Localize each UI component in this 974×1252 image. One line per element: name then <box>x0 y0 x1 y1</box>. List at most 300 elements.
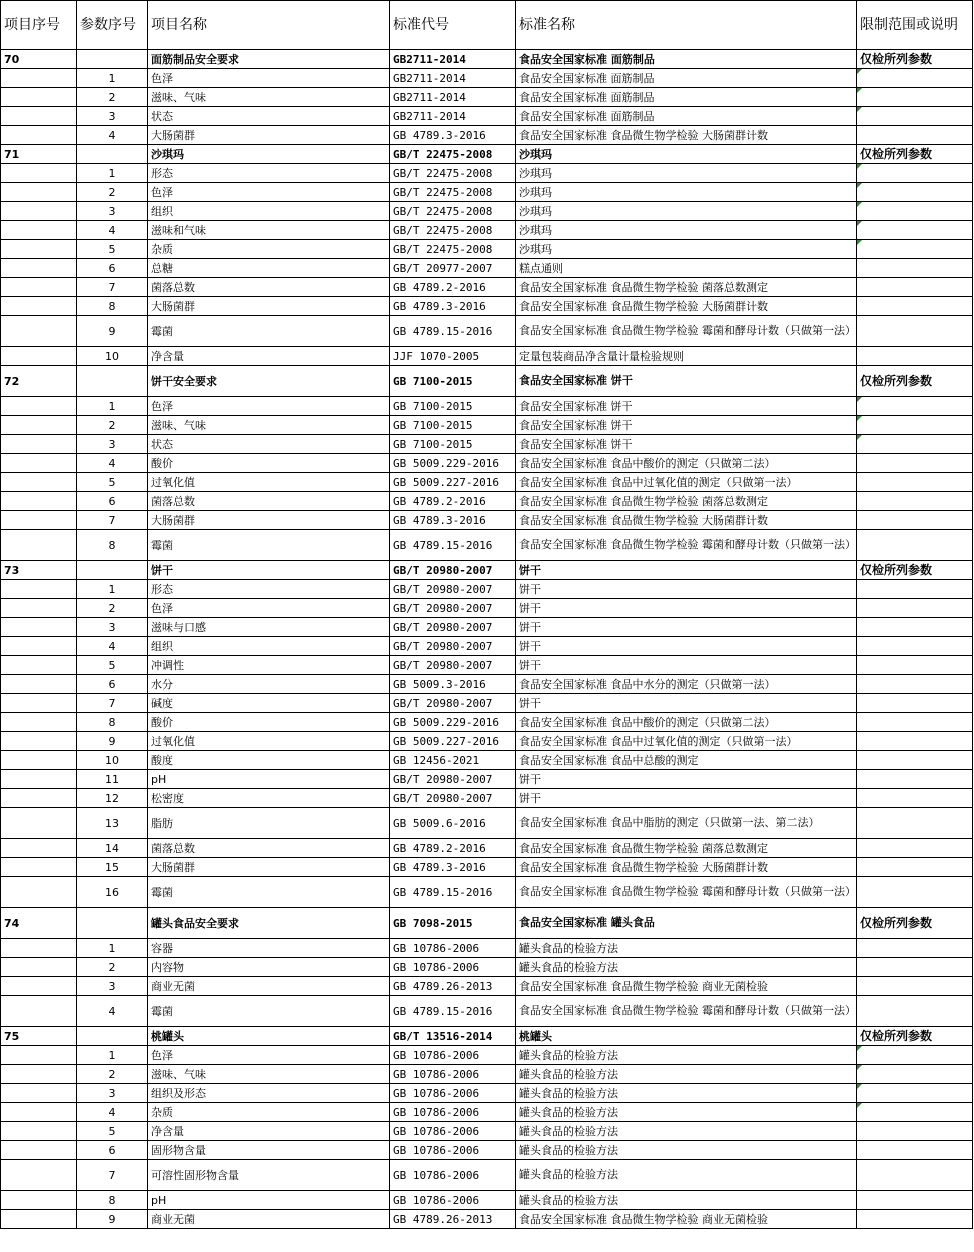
cell-scope-note[interactable] <box>857 675 973 694</box>
cell-param-no[interactable]: 2 <box>77 88 148 107</box>
cell-standard-code[interactable]: GB2711-2014 <box>390 88 516 107</box>
cell-param-no[interactable]: 13 <box>77 808 148 839</box>
cell-item-name[interactable]: 组织 <box>148 202 390 221</box>
cell-standard-name[interactable]: 食品安全国家标准 食品中脂肪的测定（只做第一法、第二法） <box>516 808 857 839</box>
cell-scope-note[interactable] <box>857 416 973 435</box>
cell-standard-name[interactable]: 食品安全国家标准 食品微生物学检验 菌落总数测定 <box>516 492 857 511</box>
cell-standard-name[interactable]: 食品安全国家标准 食品微生物学检验 霉菌和酵母计数（只做第一法） <box>516 316 857 347</box>
cell-item-name[interactable]: 可溶性固形物含量 <box>148 1160 390 1191</box>
cell-standard-name[interactable]: 罐头食品的检验方法 <box>516 1191 857 1210</box>
cell-standard-code[interactable]: GB/T 22475-2008 <box>390 221 516 240</box>
cell-standard-name[interactable]: 食品安全国家标准 食品微生物学检验 菌落总数测定 <box>516 278 857 297</box>
cell-scope-note[interactable] <box>857 1046 973 1065</box>
cell-item-name[interactable]: 形态 <box>148 164 390 183</box>
cell-item-name[interactable]: 过氧化值 <box>148 473 390 492</box>
cell-item-no[interactable] <box>1 977 77 996</box>
cell-item-no[interactable] <box>1 732 77 751</box>
cell-param-no[interactable]: 3 <box>77 1084 148 1103</box>
cell-standard-name[interactable]: 食品安全国家标准 食品中过氧化值的测定（只做第一法） <box>516 473 857 492</box>
cell-item-no[interactable] <box>1 839 77 858</box>
cell-item-no[interactable]: 71 <box>1 145 77 164</box>
cell-scope-note[interactable] <box>857 694 973 713</box>
cell-standard-name[interactable]: 饼干 <box>516 694 857 713</box>
cell-param-no[interactable]: 9 <box>77 316 148 347</box>
cell-standard-name[interactable]: 桃罐头 <box>516 1027 857 1046</box>
cell-standard-name[interactable]: 食品安全国家标准 食品微生物学检验 大肠菌群计数 <box>516 511 857 530</box>
cell-item-no[interactable] <box>1 416 77 435</box>
cell-standard-name[interactable]: 罐头食品的检验方法 <box>516 1141 857 1160</box>
cell-standard-name[interactable]: 饼干 <box>516 580 857 599</box>
cell-standard-code[interactable]: GB 4789.15-2016 <box>390 316 516 347</box>
cell-scope-note[interactable] <box>857 278 973 297</box>
cell-standard-code[interactable]: GB2711-2014 <box>390 69 516 88</box>
cell-standard-name[interactable]: 食品安全国家标准 食品微生物学检验 霉菌和酵母计数（只做第一法） <box>516 996 857 1027</box>
cell-standard-code[interactable]: GB/T 20980-2007 <box>390 789 516 808</box>
cell-standard-code[interactable]: GB 10786-2006 <box>390 1084 516 1103</box>
cell-item-name[interactable]: 菌落总数 <box>148 278 390 297</box>
cell-scope-note[interactable] <box>857 530 973 561</box>
cell-param-no[interactable] <box>77 1027 148 1046</box>
cell-param-no[interactable]: 1 <box>77 939 148 958</box>
cell-item-name[interactable]: 沙琪玛 <box>148 145 390 164</box>
cell-standard-name[interactable]: 罐头食品的检验方法 <box>516 958 857 977</box>
cell-item-name[interactable]: 净含量 <box>148 347 390 366</box>
cell-standard-code[interactable]: GB2711-2014 <box>390 50 516 69</box>
cell-scope-note[interactable] <box>857 656 973 675</box>
cell-standard-name[interactable]: 沙琪玛 <box>516 221 857 240</box>
cell-scope-note[interactable] <box>857 1210 973 1229</box>
cell-item-no[interactable] <box>1 996 77 1027</box>
cell-scope-note[interactable] <box>857 858 973 877</box>
cell-scope-note[interactable] <box>857 1191 973 1210</box>
cell-item-no[interactable]: 75 <box>1 1027 77 1046</box>
cell-item-name[interactable]: 桃罐头 <box>148 1027 390 1046</box>
cell-item-name[interactable]: 大肠菌群 <box>148 511 390 530</box>
cell-standard-name[interactable]: 饼干 <box>516 637 857 656</box>
cell-param-no[interactable] <box>77 908 148 939</box>
cell-item-no[interactable]: 74 <box>1 908 77 939</box>
cell-scope-note[interactable]: 仅检所列参数 <box>857 1027 973 1046</box>
cell-scope-note[interactable]: 仅检所列参数 <box>857 50 973 69</box>
cell-standard-name[interactable]: 沙琪玛 <box>516 164 857 183</box>
cell-item-name[interactable]: 酸价 <box>148 454 390 473</box>
cell-item-no[interactable] <box>1 1084 77 1103</box>
cell-item-name[interactable]: 霉菌 <box>148 877 390 908</box>
cell-standard-code[interactable]: GB/T 20980-2007 <box>390 694 516 713</box>
cell-standard-name[interactable]: 罐头食品的检验方法 <box>516 1122 857 1141</box>
cell-standard-name[interactable]: 食品安全国家标准 饼干 <box>516 416 857 435</box>
cell-param-no[interactable]: 2 <box>77 416 148 435</box>
cell-standard-code[interactable]: GB 4789.2-2016 <box>390 839 516 858</box>
cell-item-no[interactable] <box>1 751 77 770</box>
cell-item-no[interactable] <box>1 164 77 183</box>
cell-standard-code[interactable]: GB/T 20980-2007 <box>390 599 516 618</box>
cell-scope-note[interactable]: 仅检所列参数 <box>857 145 973 164</box>
cell-item-name[interactable]: 商业无菌 <box>148 977 390 996</box>
cell-standard-code[interactable]: GB/T 22475-2008 <box>390 240 516 259</box>
cell-param-no[interactable]: 7 <box>77 278 148 297</box>
cell-item-no[interactable] <box>1 259 77 278</box>
cell-item-name[interactable]: 酸度 <box>148 751 390 770</box>
cell-item-name[interactable]: 脂肪 <box>148 808 390 839</box>
cell-standard-name[interactable]: 罐头食品的检验方法 <box>516 1084 857 1103</box>
cell-scope-note[interactable] <box>857 107 973 126</box>
cell-param-no[interactable]: 3 <box>77 618 148 637</box>
cell-scope-note[interactable] <box>857 789 973 808</box>
cell-scope-note[interactable] <box>857 435 973 454</box>
cell-scope-note[interactable]: 仅检所列参数 <box>857 366 973 397</box>
cell-param-no[interactable]: 2 <box>77 1065 148 1084</box>
cell-scope-note[interactable] <box>857 1103 973 1122</box>
cell-scope-note[interactable] <box>857 259 973 278</box>
cell-scope-note[interactable] <box>857 297 973 316</box>
cell-param-no[interactable]: 4 <box>77 1103 148 1122</box>
cell-standard-name[interactable]: 饼干 <box>516 599 857 618</box>
cell-standard-code[interactable]: GB 4789.15-2016 <box>390 530 516 561</box>
cell-param-no[interactable]: 16 <box>77 877 148 908</box>
cell-param-no[interactable]: 3 <box>77 977 148 996</box>
cell-standard-code[interactable]: GB 5009.3-2016 <box>390 675 516 694</box>
cell-param-no[interactable]: 3 <box>77 107 148 126</box>
cell-param-no[interactable]: 4 <box>77 637 148 656</box>
cell-scope-note[interactable] <box>857 1141 973 1160</box>
cell-param-no[interactable]: 6 <box>77 259 148 278</box>
cell-scope-note[interactable] <box>857 126 973 145</box>
cell-item-name[interactable]: 饼干安全要求 <box>148 366 390 397</box>
cell-item-no[interactable] <box>1 858 77 877</box>
cell-item-no[interactable] <box>1 347 77 366</box>
header-item-name[interactable]: 项目名称 <box>148 1 390 50</box>
cell-scope-note[interactable] <box>857 839 973 858</box>
cell-standard-code[interactable]: GB 10786-2006 <box>390 958 516 977</box>
cell-item-no[interactable] <box>1 1065 77 1084</box>
cell-standard-code[interactable]: GB/T 20980-2007 <box>390 637 516 656</box>
cell-item-no[interactable] <box>1 1103 77 1122</box>
cell-standard-code[interactable]: GB 4789.26-2013 <box>390 1210 516 1229</box>
cell-scope-note[interactable] <box>857 637 973 656</box>
cell-standard-code[interactable]: GB 4789.15-2016 <box>390 996 516 1027</box>
cell-item-name[interactable]: 杂质 <box>148 1103 390 1122</box>
cell-param-no[interactable]: 5 <box>77 656 148 675</box>
cell-item-name[interactable]: 大肠菌群 <box>148 297 390 316</box>
cell-item-no[interactable] <box>1 454 77 473</box>
cell-item-no[interactable] <box>1 808 77 839</box>
cell-param-no[interactable]: 2 <box>77 958 148 977</box>
cell-item-no[interactable] <box>1 1122 77 1141</box>
cell-item-no[interactable] <box>1 618 77 637</box>
cell-item-name[interactable]: 松密度 <box>148 789 390 808</box>
cell-scope-note[interactable] <box>857 69 973 88</box>
cell-item-name[interactable]: 滋味与口感 <box>148 618 390 637</box>
cell-standard-code[interactable]: GB 10786-2006 <box>390 1103 516 1122</box>
header-item-no[interactable]: 项目序号 <box>1 1 77 50</box>
cell-param-no[interactable]: 8 <box>77 1191 148 1210</box>
cell-scope-note[interactable] <box>857 618 973 637</box>
cell-standard-name[interactable]: 食品安全国家标准 食品微生物学检验 商业无菌检验 <box>516 977 857 996</box>
cell-param-no[interactable]: 8 <box>77 297 148 316</box>
cell-scope-note[interactable] <box>857 183 973 202</box>
cell-param-no[interactable]: 10 <box>77 347 148 366</box>
cell-scope-note[interactable] <box>857 397 973 416</box>
cell-standard-code[interactable]: GB 10786-2006 <box>390 1065 516 1084</box>
cell-scope-note[interactable] <box>857 202 973 221</box>
cell-standard-code[interactable]: GB 10786-2006 <box>390 1160 516 1191</box>
cell-item-name[interactable]: 大肠菌群 <box>148 126 390 145</box>
cell-item-name[interactable]: 容器 <box>148 939 390 958</box>
cell-param-no[interactable]: 5 <box>77 1122 148 1141</box>
cell-standard-name[interactable]: 饼干 <box>516 618 857 637</box>
cell-standard-code[interactable]: GB 10786-2006 <box>390 1141 516 1160</box>
cell-standard-name[interactable]: 食品安全国家标准 食品微生物学检验 霉菌和酵母计数（只做第一法） <box>516 877 857 908</box>
cell-standard-code[interactable]: GB 4789.3-2016 <box>390 126 516 145</box>
cell-item-no[interactable] <box>1 297 77 316</box>
cell-param-no[interactable]: 5 <box>77 240 148 259</box>
cell-item-no[interactable] <box>1 1210 77 1229</box>
cell-scope-note[interactable] <box>857 958 973 977</box>
cell-scope-note[interactable] <box>857 939 973 958</box>
cell-param-no[interactable]: 10 <box>77 751 148 770</box>
cell-item-no[interactable]: 73 <box>1 561 77 580</box>
cell-scope-note[interactable] <box>857 492 973 511</box>
cell-param-no[interactable] <box>77 50 148 69</box>
cell-standard-name[interactable]: 食品安全国家标准 罐头食品 <box>516 908 857 939</box>
cell-standard-code[interactable]: GB/T 20977-2007 <box>390 259 516 278</box>
cell-standard-name[interactable]: 罐头食品的检验方法 <box>516 939 857 958</box>
cell-item-no[interactable] <box>1 1191 77 1210</box>
cell-item-name[interactable]: 霉菌 <box>148 996 390 1027</box>
cell-standard-code[interactable]: GB 4789.3-2016 <box>390 511 516 530</box>
cell-item-name[interactable]: 大肠菌群 <box>148 858 390 877</box>
cell-standard-name[interactable]: 食品安全国家标准 食品中酸价的测定（只做第二法） <box>516 454 857 473</box>
cell-item-no[interactable] <box>1 939 77 958</box>
cell-standard-name[interactable]: 食品安全国家标准 面筋制品 <box>516 50 857 69</box>
cell-param-no[interactable]: 5 <box>77 473 148 492</box>
cell-standard-code[interactable]: GB 7098-2015 <box>390 908 516 939</box>
cell-scope-note[interactable] <box>857 580 973 599</box>
cell-item-name[interactable]: 滋味、气味 <box>148 88 390 107</box>
cell-standard-name[interactable]: 罐头食品的检验方法 <box>516 1065 857 1084</box>
cell-item-no[interactable] <box>1 397 77 416</box>
cell-scope-note[interactable] <box>857 1122 973 1141</box>
cell-param-no[interactable]: 1 <box>77 1046 148 1065</box>
cell-standard-name[interactable]: 食品安全国家标准 饼干 <box>516 435 857 454</box>
cell-standard-code[interactable]: GB 4789.3-2016 <box>390 297 516 316</box>
cell-standard-code[interactable]: GB/T 20980-2007 <box>390 618 516 637</box>
cell-standard-code[interactable]: GB/T 22475-2008 <box>390 145 516 164</box>
cell-standard-name[interactable]: 沙琪玛 <box>516 240 857 259</box>
cell-scope-note[interactable] <box>857 877 973 908</box>
cell-scope-note[interactable] <box>857 751 973 770</box>
cell-param-no[interactable]: 1 <box>77 580 148 599</box>
cell-standard-name[interactable]: 沙琪玛 <box>516 202 857 221</box>
cell-standard-name[interactable]: 食品安全国家标准 食品中酸价的测定（只做第二法） <box>516 713 857 732</box>
cell-param-no[interactable] <box>77 561 148 580</box>
cell-param-no[interactable]: 6 <box>77 1141 148 1160</box>
cell-item-name[interactable]: 组织 <box>148 637 390 656</box>
cell-item-no[interactable] <box>1 580 77 599</box>
cell-item-no[interactable] <box>1 126 77 145</box>
cell-param-no[interactable]: 11 <box>77 770 148 789</box>
cell-item-name[interactable]: 商业无菌 <box>148 1210 390 1229</box>
cell-item-no[interactable] <box>1 599 77 618</box>
cell-param-no[interactable]: 2 <box>77 183 148 202</box>
header-param-no[interactable]: 参数序号 <box>77 1 148 50</box>
cell-standard-code[interactable]: GB 7100-2015 <box>390 397 516 416</box>
cell-item-no[interactable] <box>1 656 77 675</box>
cell-standard-name[interactable]: 罐头食品的检验方法 <box>516 1103 857 1122</box>
cell-item-no[interactable]: 70 <box>1 50 77 69</box>
cell-standard-name[interactable]: 食品安全国家标准 食品微生物学检验 菌落总数测定 <box>516 839 857 858</box>
cell-item-name[interactable]: 面筋制品安全要求 <box>148 50 390 69</box>
cell-param-no[interactable]: 3 <box>77 202 148 221</box>
cell-standard-code[interactable]: GB 5009.6-2016 <box>390 808 516 839</box>
cell-scope-note[interactable] <box>857 732 973 751</box>
cell-item-name[interactable]: 固形物含量 <box>148 1141 390 1160</box>
cell-item-name[interactable]: 菌落总数 <box>148 839 390 858</box>
cell-item-no[interactable] <box>1 1160 77 1191</box>
cell-standard-name[interactable]: 罐头食品的检验方法 <box>516 1160 857 1191</box>
cell-standard-code[interactable]: GB 4789.15-2016 <box>390 877 516 908</box>
cell-item-no[interactable] <box>1 530 77 561</box>
cell-standard-code[interactable]: GB 7100-2015 <box>390 416 516 435</box>
cell-item-name[interactable]: 饼干 <box>148 561 390 580</box>
cell-item-name[interactable]: 净含量 <box>148 1122 390 1141</box>
cell-scope-note[interactable] <box>857 599 973 618</box>
cell-item-no[interactable] <box>1 69 77 88</box>
cell-standard-code[interactable]: GB 10786-2006 <box>390 939 516 958</box>
cell-param-no[interactable] <box>77 145 148 164</box>
cell-standard-name[interactable]: 沙琪玛 <box>516 183 857 202</box>
cell-item-name[interactable]: 色泽 <box>148 69 390 88</box>
cell-param-no[interactable]: 6 <box>77 492 148 511</box>
cell-scope-note[interactable] <box>857 996 973 1027</box>
cell-standard-code[interactable]: GB/T 20980-2007 <box>390 580 516 599</box>
cell-standard-name[interactable]: 食品安全国家标准 饼干 <box>516 366 857 397</box>
cell-scope-note[interactable] <box>857 713 973 732</box>
cell-item-no[interactable] <box>1 435 77 454</box>
cell-param-no[interactable]: 2 <box>77 599 148 618</box>
cell-item-name[interactable]: 碱度 <box>148 694 390 713</box>
cell-standard-name[interactable]: 饼干 <box>516 561 857 580</box>
cell-item-name[interactable]: 色泽 <box>148 599 390 618</box>
cell-param-no[interactable]: 4 <box>77 221 148 240</box>
cell-standard-code[interactable]: JJF 1070-2005 <box>390 347 516 366</box>
cell-item-name[interactable]: 霉菌 <box>148 316 390 347</box>
header-scope-note[interactable]: 限制范围或说明 <box>857 1 973 50</box>
cell-standard-name[interactable]: 食品安全国家标准 面筋制品 <box>516 88 857 107</box>
cell-scope-note[interactable] <box>857 770 973 789</box>
cell-standard-name[interactable]: 食品安全国家标准 食品中总酸的测定 <box>516 751 857 770</box>
cell-standard-name[interactable]: 食品安全国家标准 食品微生物学检验 大肠菌群计数 <box>516 297 857 316</box>
cell-standard-name[interactable]: 食品安全国家标准 饼干 <box>516 397 857 416</box>
cell-item-no[interactable] <box>1 713 77 732</box>
cell-scope-note[interactable] <box>857 511 973 530</box>
cell-item-name[interactable]: 形态 <box>148 580 390 599</box>
cell-scope-note[interactable] <box>857 316 973 347</box>
cell-item-name[interactable]: pH <box>148 1191 390 1210</box>
cell-standard-name[interactable]: 食品安全国家标准 面筋制品 <box>516 69 857 88</box>
cell-standard-code[interactable]: GB 4789.26-2013 <box>390 977 516 996</box>
cell-standard-code[interactable]: GB 4789.3-2016 <box>390 858 516 877</box>
cell-standard-code[interactable]: GB 5009.229-2016 <box>390 713 516 732</box>
cell-scope-note[interactable] <box>857 454 973 473</box>
cell-param-no[interactable]: 7 <box>77 1160 148 1191</box>
cell-standard-name[interactable]: 定量包装商品净含量计量检验规则 <box>516 347 857 366</box>
cell-standard-name[interactable]: 食品安全国家标准 面筋制品 <box>516 107 857 126</box>
cell-item-no[interactable] <box>1 88 77 107</box>
cell-param-no[interactable]: 1 <box>77 69 148 88</box>
cell-item-no[interactable]: 72 <box>1 366 77 397</box>
cell-scope-note[interactable] <box>857 1065 973 1084</box>
cell-param-no[interactable]: 4 <box>77 996 148 1027</box>
cell-param-no[interactable]: 1 <box>77 164 148 183</box>
cell-item-name[interactable]: 色泽 <box>148 397 390 416</box>
cell-item-name[interactable]: 滋味和气味 <box>148 221 390 240</box>
cell-item-no[interactable] <box>1 107 77 126</box>
cell-item-name[interactable]: 霉菌 <box>148 530 390 561</box>
cell-standard-name[interactable]: 食品安全国家标准 食品中水分的测定（只做第一法） <box>516 675 857 694</box>
cell-standard-code[interactable]: GB 7100-2015 <box>390 435 516 454</box>
cell-item-no[interactable] <box>1 1141 77 1160</box>
cell-standard-name[interactable]: 罐头食品的检验方法 <box>516 1046 857 1065</box>
cell-standard-code[interactable]: GB 5009.227-2016 <box>390 732 516 751</box>
cell-param-no[interactable]: 7 <box>77 694 148 713</box>
cell-param-no[interactable] <box>77 366 148 397</box>
cell-scope-note[interactable] <box>857 240 973 259</box>
cell-item-name[interactable]: 冲调性 <box>148 656 390 675</box>
cell-item-name[interactable]: 色泽 <box>148 183 390 202</box>
cell-param-no[interactable]: 9 <box>77 732 148 751</box>
cell-item-no[interactable] <box>1 877 77 908</box>
cell-standard-name[interactable]: 食品安全国家标准 食品微生物学检验 霉菌和酵母计数（只做第一法） <box>516 530 857 561</box>
cell-item-no[interactable] <box>1 770 77 789</box>
cell-param-no[interactable]: 14 <box>77 839 148 858</box>
cell-standard-code[interactable]: GB 7100-2015 <box>390 366 516 397</box>
cell-param-no[interactable]: 9 <box>77 1210 148 1229</box>
cell-item-name[interactable]: 状态 <box>148 107 390 126</box>
cell-item-no[interactable] <box>1 694 77 713</box>
header-standard-code[interactable]: 标准代号 <box>390 1 516 50</box>
cell-item-no[interactable] <box>1 202 77 221</box>
cell-param-no[interactable]: 1 <box>77 397 148 416</box>
cell-item-name[interactable]: 水分 <box>148 675 390 694</box>
cell-standard-code[interactable]: GB/T 22475-2008 <box>390 183 516 202</box>
cell-item-no[interactable] <box>1 511 77 530</box>
cell-item-name[interactable]: 过氧化值 <box>148 732 390 751</box>
cell-item-no[interactable] <box>1 637 77 656</box>
cell-item-no[interactable] <box>1 958 77 977</box>
cell-item-name[interactable]: 罐头食品安全要求 <box>148 908 390 939</box>
cell-standard-name[interactable]: 食品安全国家标准 食品中过氧化值的测定（只做第一法） <box>516 732 857 751</box>
cell-standard-name[interactable]: 糕点通则 <box>516 259 857 278</box>
cell-standard-code[interactable]: GB 4789.2-2016 <box>390 278 516 297</box>
cell-standard-code[interactable]: GB/T 22475-2008 <box>390 164 516 183</box>
cell-item-name[interactable]: pH <box>148 770 390 789</box>
cell-item-name[interactable]: 状态 <box>148 435 390 454</box>
cell-param-no[interactable]: 7 <box>77 511 148 530</box>
cell-item-no[interactable] <box>1 183 77 202</box>
cell-item-name[interactable]: 组织及形态 <box>148 1084 390 1103</box>
cell-standard-code[interactable]: GB/T 20980-2007 <box>390 561 516 580</box>
cell-standard-code[interactable]: GB 10786-2006 <box>390 1046 516 1065</box>
cell-scope-note[interactable] <box>857 1160 973 1191</box>
cell-item-no[interactable] <box>1 316 77 347</box>
cell-param-no[interactable]: 12 <box>77 789 148 808</box>
cell-standard-name[interactable]: 饼干 <box>516 789 857 808</box>
cell-item-no[interactable] <box>1 473 77 492</box>
cell-item-no[interactable] <box>1 1046 77 1065</box>
cell-item-name[interactable]: 滋味、气味 <box>148 416 390 435</box>
